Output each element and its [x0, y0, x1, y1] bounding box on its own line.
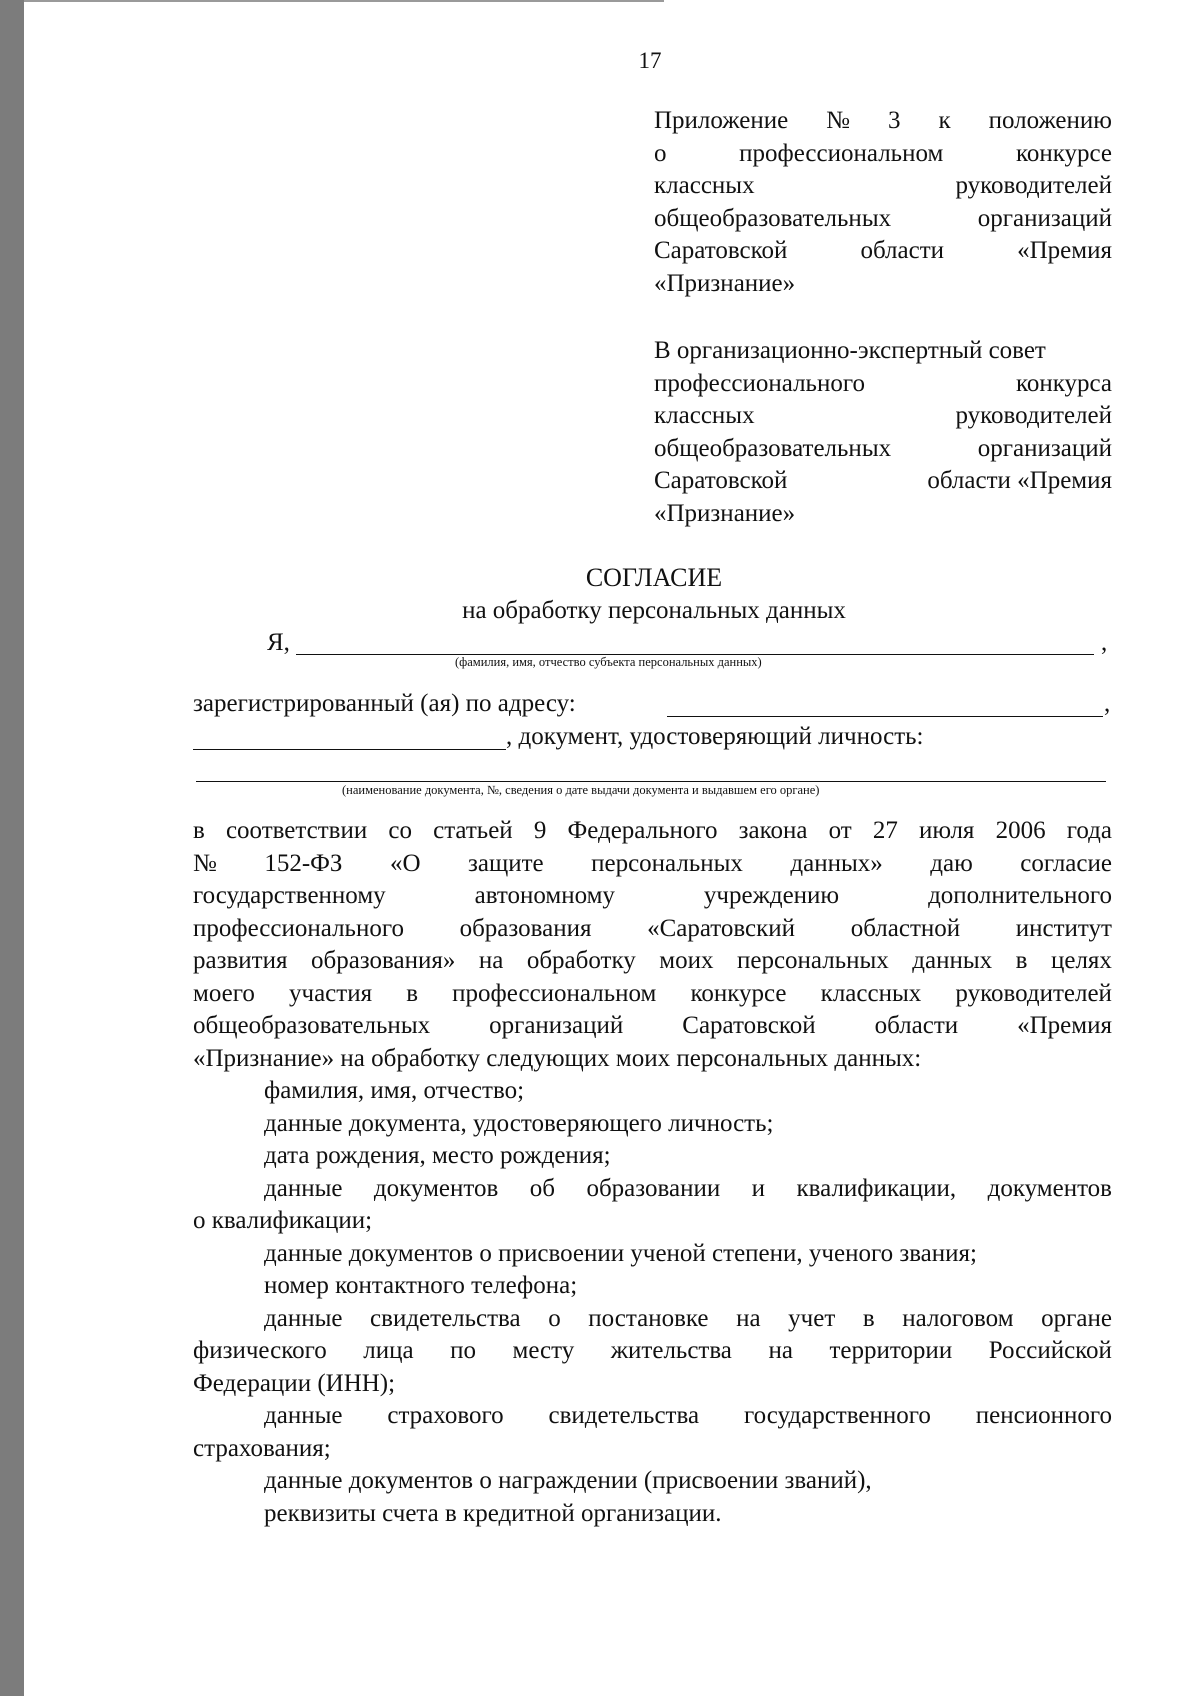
word: данные: [264, 1174, 343, 1202]
word: профессиональном: [739, 139, 944, 167]
word: области: [860, 237, 945, 264]
word: свидетельства: [548, 1402, 700, 1429]
word: государственному: [193, 882, 386, 909]
word: конкурсе: [690, 979, 787, 1007]
list-item: фамилия, имя, отчество;: [264, 1077, 525, 1104]
word: согласие: [1020, 849, 1112, 877]
address-fill-line[interactable]: [667, 716, 1103, 717]
word: Приложение: [654, 107, 789, 134]
header-line: [654, 368, 1112, 401]
addressee-header: [654, 335, 1112, 530]
word: классных: [820, 979, 922, 1007]
address-comma: ,: [1104, 690, 1111, 717]
word: образования: [459, 914, 592, 942]
document-fill-line[interactable]: [196, 781, 1106, 782]
word: по: [450, 1337, 476, 1364]
word: №: [193, 849, 217, 877]
header-line: [654, 170, 1112, 203]
word: свидетельства: [370, 1304, 521, 1332]
word: учет: [788, 1304, 836, 1332]
list-item: дата рождения, место рождения;: [264, 1142, 611, 1169]
word: «Саратовский: [647, 914, 796, 942]
list-item-continuation: о квалификации;: [193, 1207, 373, 1234]
word: руководителей: [955, 172, 1112, 199]
fio-caption: (фамилия, имя, отчество субъекта персональных данных): [455, 655, 762, 669]
word: общеобразовательных: [193, 1012, 431, 1039]
word: документов: [987, 1174, 1112, 1202]
word: закона: [738, 817, 808, 844]
word: жительства: [610, 1337, 732, 1364]
word: организаций: [489, 1012, 624, 1039]
word: на: [478, 947, 504, 974]
header-line: [654, 138, 1112, 171]
address-continuation-fill-line[interactable]: [193, 749, 506, 750]
page-top-edge: [24, 0, 664, 2]
word: даю: [930, 849, 973, 877]
word: целях: [1050, 947, 1112, 974]
word: о: [654, 139, 667, 167]
header-line: [654, 105, 1112, 138]
header-line: [654, 400, 1112, 433]
word: «Премия: [1017, 1012, 1112, 1039]
word: месту: [512, 1337, 575, 1364]
word: образования»: [310, 947, 456, 974]
word: физического: [193, 1337, 327, 1364]
word: области «Премия: [927, 467, 1112, 494]
word: 27: [872, 817, 898, 844]
word: профессионального: [193, 914, 404, 942]
list-item-continuation: страхования;: [193, 1434, 331, 1462]
word: 3: [887, 107, 901, 134]
word: со: [388, 817, 412, 844]
list-item: данные документов о награждении (присвоении званий),: [264, 1467, 872, 1494]
word: данных»: [790, 849, 883, 877]
word: профессиональном: [452, 979, 657, 1007]
consent-line: [193, 815, 1112, 848]
word: дополнительного: [928, 882, 1112, 909]
word: профессионального: [654, 369, 865, 397]
i-prefix: Я,: [267, 629, 290, 656]
word: в: [862, 1304, 875, 1332]
word: постановке: [588, 1304, 709, 1332]
header-line: «Признание»: [654, 499, 796, 527]
word: Саратовской: [682, 1012, 816, 1039]
word: положению: [988, 107, 1112, 134]
header-line: «Признание»: [654, 269, 796, 297]
word: на: [768, 1337, 793, 1364]
document-title: СОГЛАСИЕ: [585, 563, 723, 592]
word: данные: [264, 1304, 343, 1332]
word: пенсионного: [975, 1402, 1112, 1429]
word: классных: [654, 402, 755, 429]
list-item: [193, 1173, 1112, 1206]
fio-comma: ,: [1101, 629, 1108, 656]
word: и: [751, 1174, 766, 1202]
word: территории: [829, 1337, 953, 1364]
word: автономному: [474, 882, 615, 909]
word: на: [736, 1304, 761, 1332]
list-item: номер контактного телефона;: [264, 1272, 578, 1299]
word: развития: [193, 947, 288, 974]
word: институт: [1015, 914, 1112, 942]
list-item-continuation: Федерации (ИНН);: [193, 1369, 396, 1397]
word: в: [406, 979, 419, 1007]
list-item: данные документов о присвоении ученой степени, ученого звания;: [264, 1239, 977, 1267]
word: защите: [467, 849, 544, 877]
consent-line: [193, 848, 1112, 881]
list-item: [193, 1303, 1112, 1336]
word: лица: [363, 1337, 414, 1364]
consent-line: [193, 880, 1112, 913]
word: персональных: [736, 947, 889, 974]
word: Федерального: [567, 817, 718, 844]
word: данные: [264, 1402, 343, 1429]
document-subtitle: на обработку персональных данных: [462, 597, 846, 624]
consent-body: [193, 815, 1112, 1530]
header-line: В организационно-экспертный совет: [654, 337, 1046, 364]
consent-line: [193, 978, 1112, 1011]
word: Российской: [988, 1337, 1112, 1364]
word: соответствии: [225, 817, 368, 844]
header-line: [654, 465, 1112, 498]
word: №: [826, 107, 851, 134]
word: руководителей: [955, 402, 1112, 429]
word: 152-ФЗ: [264, 849, 343, 877]
word: моих: [659, 947, 714, 974]
word: 9: [533, 817, 547, 844]
word: к: [938, 107, 951, 134]
document-label: , документ, удостоверяющий личность:: [506, 723, 924, 750]
word: года: [1066, 817, 1112, 844]
word: Саратовской: [654, 467, 788, 494]
word: документов: [373, 1174, 499, 1202]
word: «О: [389, 849, 421, 877]
word: квалификации,: [796, 1174, 957, 1202]
word: в: [1015, 947, 1028, 974]
word: июля: [919, 817, 975, 844]
word: данных: [912, 947, 993, 974]
word: конкурсе: [1015, 139, 1112, 167]
word: персональных: [591, 849, 743, 877]
word: руководителей: [955, 979, 1112, 1007]
header-line: [654, 235, 1112, 268]
address-label: зарегистрированный (ая) по адресу:: [193, 690, 576, 717]
word: образовании: [586, 1174, 721, 1202]
word: налоговом: [902, 1304, 1014, 1332]
word: от: [828, 817, 852, 844]
word: организаций: [977, 204, 1112, 232]
list-item: данные документа, удостоверяющего личность;: [264, 1109, 774, 1137]
word: областной: [850, 914, 961, 942]
word: моего: [193, 979, 255, 1007]
word: классных: [654, 172, 755, 199]
word: общеобразовательных: [654, 204, 892, 232]
word: области: [874, 1012, 959, 1039]
word: конкурса: [1015, 369, 1112, 397]
header-line: [654, 433, 1112, 466]
word: 2006: [995, 817, 1046, 844]
word: учреждению: [703, 882, 840, 909]
page-number: 17: [638, 48, 662, 73]
word: об: [529, 1174, 555, 1202]
word: страхового: [387, 1402, 504, 1429]
word: Саратовской: [654, 237, 788, 264]
list-item: реквизиты счета в кредитной организации.: [264, 1499, 722, 1527]
word: «Премия: [1017, 237, 1112, 264]
appendix-header: [654, 105, 1112, 300]
header-line: [654, 203, 1112, 236]
word: общеобразовательных: [654, 434, 892, 462]
word: организаций: [977, 434, 1112, 462]
list-item: [193, 1400, 1112, 1433]
word: о: [548, 1304, 561, 1332]
word: органе: [1041, 1304, 1112, 1332]
word: обработку: [526, 947, 636, 974]
word: участия: [289, 979, 373, 1007]
consent-line: [193, 913, 1112, 946]
document-caption: (наименование документа, №, сведения о дате выдачи документа и выдавшем его органе): [342, 783, 820, 797]
consent-line: [193, 1010, 1112, 1043]
word: государственного: [743, 1402, 931, 1429]
consent-line: «Признание» на обработку следующих моих персональных данных:: [193, 1044, 922, 1072]
consent-line: [193, 945, 1112, 978]
word: в: [193, 817, 205, 844]
list-item-continuation: [193, 1335, 1112, 1368]
word: статьей: [433, 817, 513, 844]
